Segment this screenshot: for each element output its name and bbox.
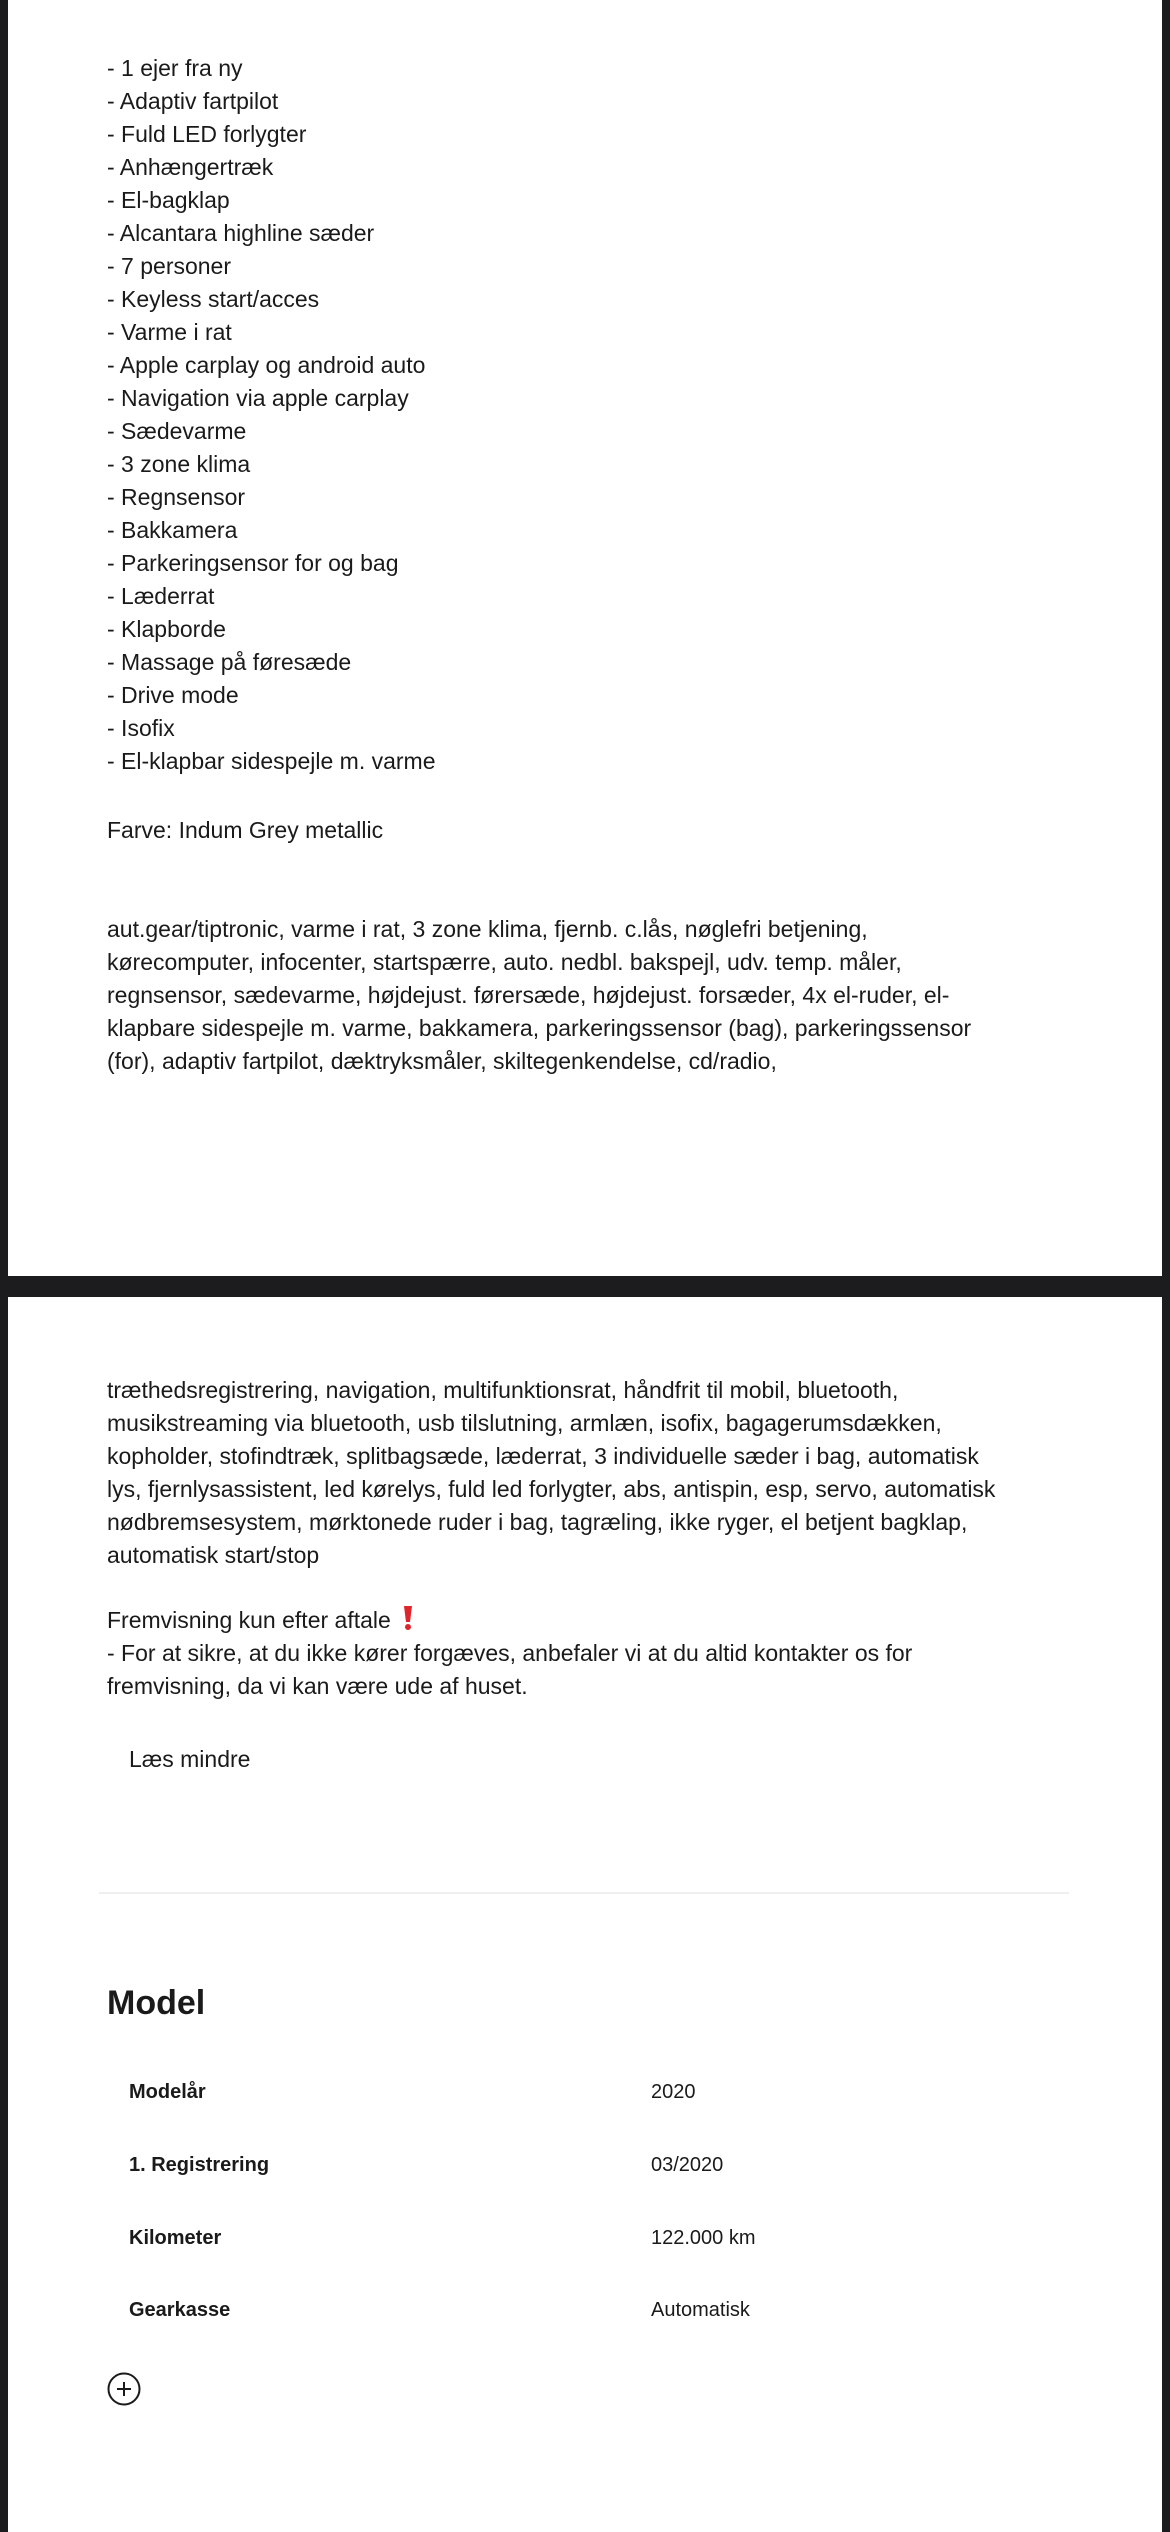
read-less-button[interactable]: Læs mindre <box>129 1746 251 1772</box>
notice-line: - For at sikre, at du ikke kører forgæves, anbefaler vi at du altid kontakter os for <box>107 1640 913 1666</box>
feature-item: - Læderrat <box>107 583 215 609</box>
notice-paragraph <box>107 1637 912 1703</box>
feature-item: - 1 ejer fra ny <box>107 55 243 81</box>
equipment-line: regnsensor, sædevarme, højdejust. førersæde, højdejust. forsæder, 4x el-ruder, el- <box>107 982 950 1008</box>
feature-item: - Varme i rat <box>107 319 232 345</box>
equipment-line: aut.gear/tiptronic, varme i rat, 3 zone klima, fjernb. c.lås, nøglefri betjening, <box>107 916 868 942</box>
feature-item: - Regnsensor <box>107 484 246 510</box>
description-panel-top <box>8 0 1162 1276</box>
spec-value: 2020 <box>651 2081 696 2103</box>
feature-item: - Alcantara highline sæder <box>107 220 375 246</box>
feature-item: - El-klapbar sidespejle m. varme <box>107 748 436 774</box>
spec-row-first-registration <box>129 2148 1029 2182</box>
spec-row-model-year <box>129 2075 1029 2109</box>
viewing-notice-text: Fremvisning kun efter aftale <box>107 1607 391 1633</box>
feature-item: - Klapborde <box>107 616 226 642</box>
equipment-line: lys, fjernlysassistent, led kørelys, fuld led forlygter, abs, antispin, esp, servo, automatisk <box>107 1476 996 1502</box>
spec-label: Modelår <box>129 2081 206 2103</box>
feature-item: - Sædevarme <box>107 418 247 444</box>
equipment-line: (for), adaptiv fartpilot, dæktryksmåler, skiltegenkendelse, cd/radio, <box>107 1048 777 1074</box>
expand-plus-icon[interactable] <box>107 2372 141 2406</box>
feature-item: - Adaptiv fartpilot <box>107 88 279 114</box>
feature-item: - Isofix <box>107 715 175 741</box>
feature-list <box>107 52 436 778</box>
feature-item: - Apple carplay og android auto <box>107 352 426 378</box>
spec-label: Gearkasse <box>129 2299 231 2321</box>
spec-value: 122.000 km <box>651 2227 756 2249</box>
feature-item: - Drive mode <box>107 682 239 708</box>
feature-item: - Anhængertræk <box>107 154 274 180</box>
spec-value: 03/2020 <box>651 2154 724 2176</box>
equipment-line: klapbare sidespejle m. varme, bakkamera, parkeringssensor (bag), parkeringssensor <box>107 1015 972 1041</box>
feature-item: - 7 personer <box>107 253 232 279</box>
spec-label: Kilometer <box>129 2227 222 2249</box>
equipment-line: træthedsregistrering, navigation, multifunktionsrat, håndfrit til mobil, bluetooth, <box>107 1377 899 1403</box>
color-line: Farve: Indum Grey metallic <box>107 817 384 843</box>
description-panel-bottom <box>8 1297 1162 2532</box>
viewing-notice <box>107 1604 415 1637</box>
spec-value: Automatisk <box>651 2299 750 2321</box>
feature-item: - Massage på føresæde <box>107 649 352 675</box>
feature-item: - 3 zone klima <box>107 451 251 477</box>
feature-item: - Navigation via apple carplay <box>107 385 409 411</box>
equipment-paragraph-bottom <box>107 1374 995 1572</box>
feature-item: - Keyless start/acces <box>107 286 320 312</box>
spec-label: 1. Registrering <box>129 2154 270 2176</box>
equipment-line: musikstreaming via bluetooth, usb tilslutning, armlæn, isofix, bagagerumsdækken, <box>107 1410 942 1436</box>
equipment-paragraph-top <box>107 913 971 1078</box>
equipment-line: kørecomputer, infocenter, startspærre, auto. nedbl. bakspejl, udv. temp. måler, <box>107 949 902 975</box>
section-divider <box>99 1892 1069 1894</box>
feature-item: - Fuld LED forlygter <box>107 121 307 147</box>
model-section-title: Model <box>107 1984 206 2022</box>
equipment-line: nødbremsesystem, mørktonede ruder i bag, tagræling, ikke ryger, el betjent bagklap, <box>107 1509 968 1535</box>
equipment-line: kopholder, stofindtræk, splitbagsæde, læderrat, 3 individuelle sæder i bag, automatisk <box>107 1443 979 1469</box>
feature-item: - Parkeringsensor for og bag <box>107 550 399 576</box>
feature-item: - El-bagklap <box>107 187 230 213</box>
notice-line: fremvisning, da vi kan være ude af huset. <box>107 1673 528 1699</box>
feature-item: - Bakkamera <box>107 517 238 543</box>
exclamation-icon <box>401 1605 415 1631</box>
equipment-line: automatisk start/stop <box>107 1542 320 1568</box>
spec-row-gearbox <box>129 2293 1029 2327</box>
spec-row-mileage <box>129 2221 1029 2255</box>
